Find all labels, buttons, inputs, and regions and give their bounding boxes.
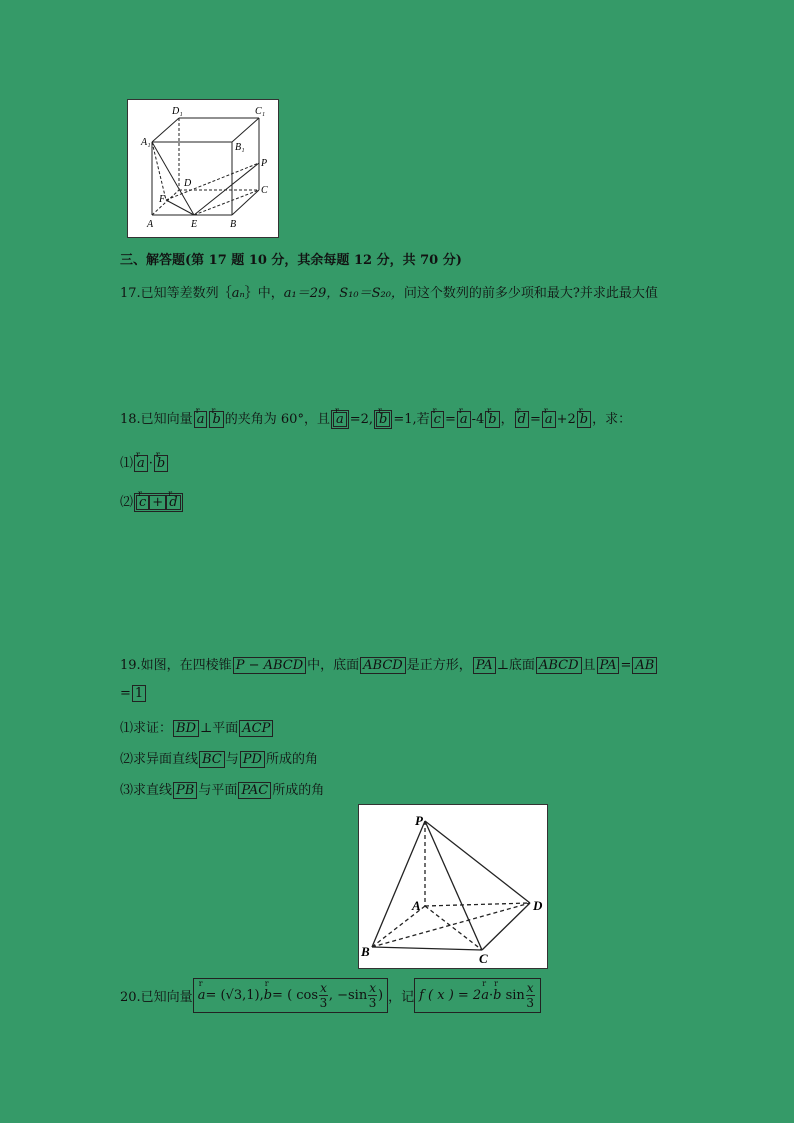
- q19-bd: BD: [173, 720, 199, 737]
- q20-frac-1: $\frac{x}{3}$: [319, 981, 328, 1010]
- q17-suffix: 问这个数列的前多少项和最大?并求此最大值: [403, 286, 658, 301]
- q19-p2-suffix: 所成的角: [265, 752, 318, 767]
- q20-vec-b: r b: [264, 988, 272, 1003]
- pyramid-label-d: D: [533, 898, 543, 913]
- q19-pa-2: PA: [597, 657, 620, 674]
- q18-p1-a: r a: [134, 455, 148, 472]
- q18-comma: ，: [500, 412, 514, 427]
- q19-part-3: [120, 779, 324, 799]
- cube-figure: [127, 99, 279, 238]
- q19-base-2: ABCD: [536, 657, 582, 674]
- q20-frac-2: $\frac{x}{3}$: [368, 981, 377, 1010]
- q18-eq4: =: [529, 412, 541, 427]
- pyramid-figure: [358, 804, 548, 969]
- q18-p1-b: r b: [154, 455, 168, 472]
- q19-part-2: [120, 748, 318, 768]
- question-17: [120, 282, 658, 301]
- q20-b-close: ): [377, 988, 384, 1003]
- q19-mid3: 且: [582, 658, 596, 673]
- q19-ab: AB: [632, 657, 657, 674]
- q20-vec-a: r a: [198, 988, 206, 1003]
- q18-p1-label: ⑴: [120, 456, 134, 471]
- q18-eq1: =2,: [349, 412, 374, 427]
- q17-mid: ｝中，: [244, 286, 284, 301]
- cube-label-c1: C₁: [255, 106, 266, 117]
- q18-eq3: =: [444, 412, 456, 427]
- q19-pyramid: P − ABCD: [233, 657, 306, 674]
- q19-eq: =: [620, 658, 632, 673]
- q18-part-1: [120, 452, 169, 472]
- q18-part-2: [120, 491, 184, 512]
- cube-diagram: [128, 100, 278, 237]
- q20-vector-defs: [193, 978, 388, 1013]
- q18-vec-b-3: r b: [577, 411, 591, 428]
- q19-mid1: 中，底面: [307, 658, 360, 673]
- q18-vec-a-2: r a: [457, 411, 471, 428]
- cube-label-f: F: [159, 194, 166, 205]
- pyramid-label-b: B: [361, 944, 370, 959]
- q19-line2-eq: =: [120, 686, 131, 701]
- q19-pb: PB: [173, 782, 197, 799]
- q19-pac: PAC: [238, 782, 271, 799]
- pyramid-label-a: A: [412, 898, 421, 913]
- pyramid-diagram: [359, 805, 547, 968]
- q17-prefix: 17.已知等差数列｛: [120, 286, 232, 301]
- q20-b-mid: , −sin: [328, 988, 368, 1003]
- q19-p3-label: ⑶求直线: [120, 783, 173, 798]
- q19-line-2: [120, 685, 147, 702]
- q18-vec-b-2: r b: [485, 411, 499, 428]
- q19-p3-mid: 与平面: [198, 783, 238, 798]
- q18-vec-a: r a: [194, 411, 208, 428]
- q19-part-1: [120, 717, 274, 737]
- cube-label-p: P: [261, 158, 268, 169]
- q19-bc: BC: [199, 751, 225, 768]
- q20-note: ，记: [388, 990, 415, 1005]
- q18-prefix: 18.已知向量: [120, 412, 193, 427]
- cube-label-c: C: [261, 185, 268, 196]
- question-20: [120, 978, 541, 1013]
- pyramid-label-c: C: [479, 951, 488, 966]
- q19-prefix: 19.如图，在四棱锥: [120, 658, 232, 673]
- q18-angle-text: 的夹角为 60°，且: [224, 412, 330, 427]
- q18-abs-b: r b: [374, 410, 392, 429]
- q19-p1-mid: ⊥平面: [200, 721, 239, 736]
- q18-suffix: ，求：: [592, 412, 632, 427]
- q18-vec-d: r d: [515, 411, 529, 428]
- q19-base: ABCD: [360, 657, 406, 674]
- q17-s: S₁₀＝S₂₀，: [339, 286, 404, 301]
- q20-a-def: = (√3,1),: [205, 988, 264, 1003]
- q18-vec-b: r b: [209, 411, 223, 428]
- q19-mid2: 是正方形，: [406, 658, 472, 673]
- q19-pd: PD: [240, 751, 265, 768]
- cube-label-b1: B₁: [235, 142, 245, 153]
- cube-label-a: A: [147, 219, 154, 230]
- q18-abs-a: r a: [331, 410, 349, 429]
- q19-perp: ⊥底面: [496, 658, 535, 673]
- q20-b-open: = ( cos: [272, 988, 319, 1003]
- question-18: [120, 408, 631, 429]
- q19-p3-suffix: 所成的角: [272, 783, 325, 798]
- q18-minus4: -4: [471, 412, 485, 427]
- question-19: [120, 654, 658, 674]
- section-title: 三、解答题(第 17 题 10 分，其余每题 12 分，共 70 分): [120, 253, 462, 268]
- q19-p2-label: ⑵求异面直线: [120, 752, 199, 767]
- q20-prefix: 20.已知向量: [120, 990, 193, 1005]
- q20-function-def: f ( x ) = 2r a·r b sin $\frac{x}{3}$: [414, 978, 540, 1013]
- q18-vec-a-3: r a: [542, 411, 556, 428]
- cube-label-a1: A₁: [141, 137, 151, 148]
- cube-label-d1: D₁: [172, 106, 183, 117]
- q18-vec-c: r c: [431, 411, 444, 428]
- q20-f-sin: sin: [505, 988, 525, 1003]
- q18-plus2: +2: [556, 412, 576, 427]
- q18-p2-label: ⑵: [120, 495, 134, 510]
- q19-acp: ACP: [239, 720, 273, 737]
- q18-eq2: =1,若: [393, 412, 430, 427]
- q19-pa: PA: [473, 657, 496, 674]
- cube-label-b: B: [230, 219, 237, 230]
- q19-p1-label: ⑴求证：: [120, 721, 173, 736]
- q18-p2-abs: r c +r d: [134, 493, 183, 512]
- pyramid-label-p: P: [415, 813, 423, 828]
- q20-f-def: f ( x ) = 2: [419, 988, 482, 1003]
- q17-seq: aₙ: [231, 286, 245, 301]
- q19-p2-mid: 与: [225, 752, 239, 767]
- cube-label-d: D: [184, 178, 192, 189]
- cube-label-e: E: [191, 219, 198, 230]
- q19-one: 1: [132, 685, 146, 702]
- q20-frac-3: $\frac{x}{3}$: [526, 981, 534, 1010]
- q17-a1: a₁＝29，: [283, 286, 340, 301]
- q18-p1-dot: ·: [148, 456, 153, 471]
